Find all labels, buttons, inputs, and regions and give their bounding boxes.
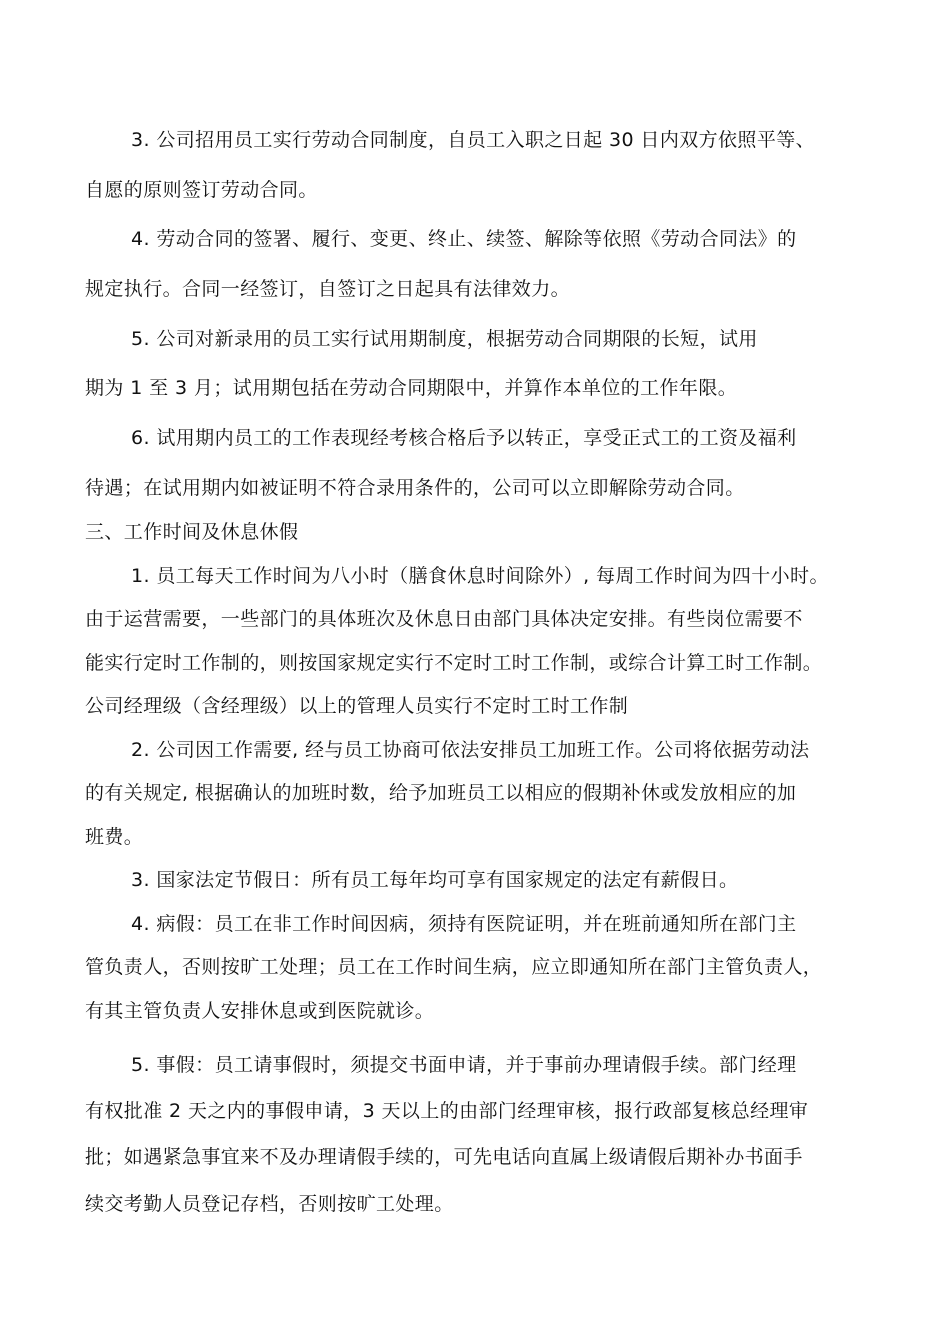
work-time-2-line-3: 班费。 [85,826,144,848]
work-time-5-line-2: 有权批准 2 天之内的事假申请，3 天以上的由部门经理审核，报行政部复核总经理审 [85,1100,809,1122]
work-time-5-line-4: 续交考勤人员登记存档，否则按旷工处理。 [85,1193,454,1215]
para-6-line-1: 6. 试用期内员工的工作表现经考核合格后予以转正，享受正式工的工资及福利 [131,427,797,449]
para-6-line-2: 待遇；在试用期内如被证明不符合录用条件的，公司可以立即解除劳动合同。 [85,477,745,499]
work-time-1-line-3: 能实行定时工作制的，则按国家规定实行不定时工时工作制，或综合计算工时工作制。 [85,652,823,674]
work-time-2-line-2: 的有关规定, 根据确认的加班时数，给予加班员工以相应的假期补休或发放相应的加 [85,782,797,804]
work-time-2-line-1: 2. 公司因工作需要, 经与员工协商可依法安排员工加班工作。公司将依据劳动法 [131,739,810,761]
para-3-line-1: 3. 公司招用员工实行劳动合同制度，自员工入职之日起 30 日内双方依照平等、 [131,129,816,151]
work-time-4-line-1: 4. 病假：员工在非工作时间因病，须持有医院证明，并在班前通知所在部门主 [131,913,797,935]
section-heading: 三、工作时间及休息休假 [85,521,299,543]
work-time-1-line-2: 由于运营需要，一些部门的具体班次及休息日由部门具体决定安排。有些岗位需要不 [85,608,803,630]
work-time-1-line-1: 1. 员工每天工作时间为八小时（膳食休息时间除外）, 每周工作时间为四十小时。 [131,565,829,587]
para-5-line-2: 期为 1 至 3 月；试用期包括在劳动合同期限中，并算作本单位的工作年限。 [85,377,738,399]
work-time-3-line-1: 3. 国家法定节假日：所有员工每年均可享有国家规定的法定有薪假日。 [131,869,739,891]
work-time-5-line-3: 批；如遇紧急事宜来不及办理请假手续的，可先电话向直属上级请假后期补办书面手 [85,1146,803,1168]
para-4-line-2: 规定执行。合同一经签订，自签订之日起具有法律效力。 [85,278,571,300]
work-time-5-line-1: 5. 事假：员工请事假时，须提交书面申请，并于事前办理请假手续。部门经理 [131,1054,797,1076]
para-3-line-2: 自愿的原则签订劳动合同。 [85,179,318,201]
work-time-4-line-3: 有其主管负责人安排休息或到医院就诊。 [85,1000,435,1022]
para-4-line-1: 4. 劳动合同的签署、履行、变更、终止、续签、解除等依照《劳动合同法》的 [131,228,797,250]
para-5-line-1: 5. 公司对新录用的员工实行试用期制度，根据劳动合同期限的长短，试用 [131,328,758,350]
work-time-4-line-2: 管负责人，否则按旷工处理；员工在工作时间生病，应立即通知所在部门主管负责人， [85,956,823,978]
work-time-1-line-4: 公司经理级（含经理级）以上的管理人员实行不定时工时工作制 [85,695,629,717]
